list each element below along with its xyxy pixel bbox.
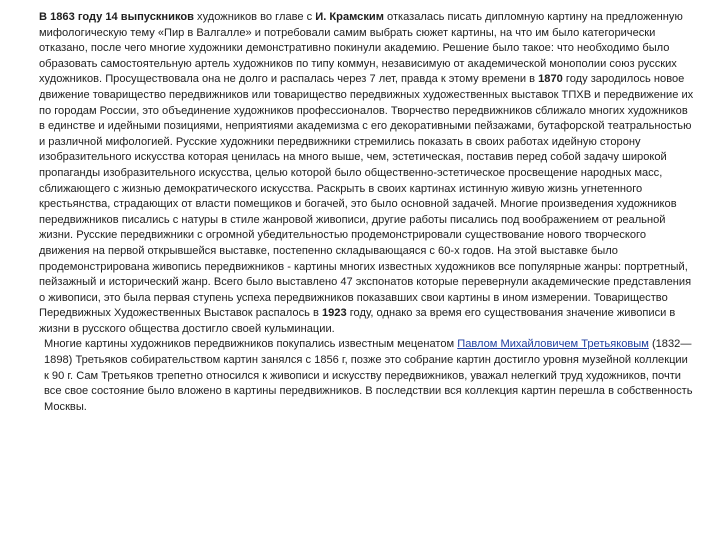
article-body: [34, 10, 694, 415]
paragraph-1-text-a: художников во главе с: [193, 11, 316, 23]
paragraph-1-text-b: отказалась писать дипломную картину на предложенную мифологическую тему «Пир в Валгалле» и потребовали самим выбрать сюжет картины, на что им было категорически отказано, после чего многие художники демонстративно покинули академию. Решение было такое: что необходимо было образовать самостоятельную артель художников по типу коммун, независимую от академической монополии союз русских художников. Просуществовала она не долго и распалась через 7 лет, правда к этому времени в: [39, 11, 683, 86]
paragraph-2-text-b: (1832—1898) Третьяков собирательством картин занялся с 1856 г, позже это собрание картин достигло уровня музейной коллекции к 90 г. Сам Третьяков трепетно относился к живописи и искусству передвижников, уважал нелегкий труд художников, почти все свое состояние было вложено в картины передвижников. В последствии вся коллекция картин перешла в собственность Москвы.: [44, 338, 693, 413]
bold-year-1870: 1870: [538, 73, 563, 86]
paragraph-1-text-c: году зародилось новое движение товарищество передвижников или товарищество передвижных художественных выставок ТПХВ и передвижение их по городам России, это объединение художников профессионалов. Творчество передвижников сближало многих художников в единстве и идейными позициями, неприятиями академизма с его декоративными пейзажами, бутафорской театральностью и различной мифологией. Русские художники передвижники стремились показать в своих работах идейную сторону изобразительного искусства которая ценилась на много выше, чем, эстетическая, поставив перед собой задачу широкой пропаганды изобразительного искусства, целью которой было общественно-эстетическое просвещение народных масс, сближающего с жизнью демократического искусства. Раскрыть в своих картинах истинную живую жизнь угнетенного крестьянства, страдающих от власти помещиков и богачей, это было основной задачей. Многие произведения художников передвижников писались с натуры в стиле жанровой живописи, другие работы писались под воображением от реальной жизни. Русские передвижники с огромной убедительностью продемонстрировали существование нового творческого движения на первой открывшейся выставке, постепенно складывающаяся с 60-х годов. На этой выставке было продемонстрирована живопись передвижников - картины многих известных художников все популярные жанры: портретный, пейзажный и исторический жанр. Всего было выставлено 47 экспонатов которые перевернули академические представления о живописи, это была первая ступень успеха передвижников показавших свои картины в ином измерении. Товарищество Передвижных Художественных Выставок распалось в: [39, 73, 694, 320]
tretyakov-link[interactable]: Павлом Михайловичем Третьяковым: [457, 338, 649, 351]
bold-year-phrase: В 1863 году 14 выпускников: [39, 11, 194, 23]
paragraph-2-text-a: Многие картины художников передвижников покупались известным меценатом: [44, 338, 458, 351]
paragraph-1-text-d: году, однако за время его существования значение живописи в жизни в русского общества достигло своей кульминации.: [39, 307, 676, 335]
bold-kramskoy-name: И. Крамским: [315, 11, 384, 23]
paragraph-1: [34, 10, 694, 337]
bold-year-1923: 1923: [321, 307, 347, 320]
paragraph-2: [34, 337, 694, 415]
